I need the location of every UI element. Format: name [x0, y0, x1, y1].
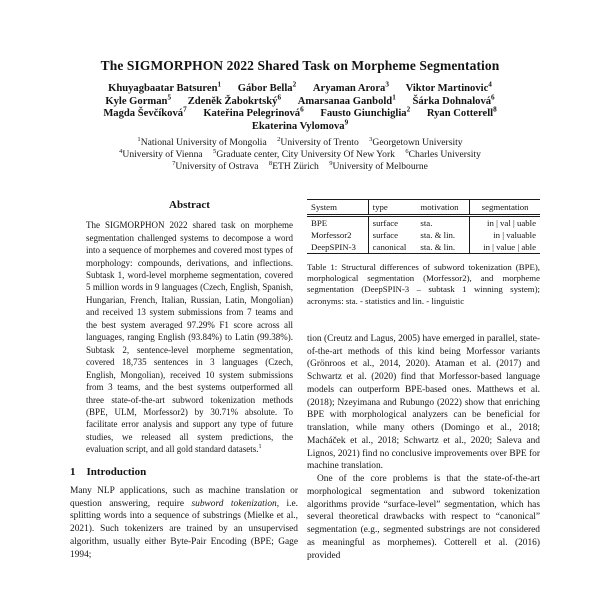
- affiliation-marker: 7: [172, 159, 176, 167]
- table-cell: in | value | able: [470, 241, 540, 254]
- author: Ryan Cotterell$^8$: [426, 105, 497, 120]
- section-title: Introduction: [86, 465, 147, 478]
- affiliation-marker: 6: [405, 147, 409, 155]
- author-affiliation-marker: 5: [167, 93, 172, 102]
- author-affiliation-marker: 6: [277, 93, 282, 102]
- author-affiliation-marker: 6: [300, 105, 304, 114]
- author-affiliation-marker: 1: [217, 80, 222, 89]
- intro-paragraph: Many NLP applications, such as machine translation or question answering, require subword tokenization, i.e. splitting words into a sequence of substrings (Mielke et al., 2021). Such tokenizers are trained by an unsupervised algorithm, usually either Byte-Pair Encoding (BPE; Gage 1994;: [70, 485, 298, 560]
- table-header-segmentation: segmentation: [470, 200, 540, 216]
- paper-title: The SIGMORPHON 2022 Shared Task on Morpheme Segmentation: [100, 58, 500, 73]
- affiliation: $^9$University of Melbourne: [329, 159, 428, 172]
- abstract-section: [70, 199, 298, 456]
- two-column-body: [0, 199, 600, 562]
- affiliation-line: [0, 149, 600, 161]
- affiliation-marker: 2: [277, 136, 281, 144]
- table-header-system: System: [307, 200, 368, 216]
- affiliation: $^5$Graduate center, City University Of New York: [213, 147, 395, 160]
- table-cell: canonical: [368, 241, 416, 254]
- table-cell: sta.: [420, 217, 433, 228]
- affiliation: $^3$Georgetown University: [369, 136, 463, 149]
- affiliation: $^8$ETH Zürich: [268, 159, 319, 172]
- author: Ekaterina Vylomova$^9$: [251, 118, 349, 132]
- table-cell: surface: [368, 229, 416, 241]
- table-header-row: [307, 200, 540, 216]
- table-1-caption: Table 1: Structural differences of subword tokenization (BPE), morphological segmentation (Morfessor2), and morpheme segmentation (DeepSPIN-3 – subtask 1 winning system); acronyms: sta. - statistics and lin. - linguistic: [307, 261, 541, 306]
- affiliation-marker: 5: [213, 147, 217, 155]
- affiliation-marker: 9: [329, 159, 333, 167]
- author-affiliation-marker: 8: [493, 105, 497, 114]
- author: Fausto Giunchiglia$^2$: [320, 105, 411, 120]
- table-cell: Morfessor2: [311, 229, 352, 240]
- table-header-type: type: [368, 200, 416, 216]
- table-cell: sta. & lin.: [420, 229, 456, 240]
- author-affiliation-marker: 2: [406, 105, 411, 114]
- affiliation: $^2$University of Trento: [277, 136, 359, 149]
- table-row: [307, 241, 540, 254]
- author: Kateřina Pelegrinová$^6$: [203, 105, 304, 120]
- affiliation: $^6$Charles University: [405, 147, 481, 160]
- author-affiliation-marker: 7: [183, 105, 187, 114]
- affiliation-block: [0, 137, 600, 172]
- author-affiliation-marker: 1: [392, 93, 396, 102]
- author-affiliation-marker: 4: [488, 80, 492, 89]
- author: Gábor Bella$^2$: [237, 80, 297, 94]
- author: Amarsanaa Ganbold$^1$: [297, 93, 396, 107]
- table-caption-label: Table 1:: [307, 261, 338, 272]
- author-line: [0, 105, 600, 121]
- table-1: [307, 199, 540, 254]
- author-block: [0, 80, 600, 133]
- body-paragraph: One of the core problems is that the state-of-the-art morphological segmentation and subword tokenization algorithms provide “surface-level” segmentation, which has several theoretical drawbacks with respect to “canonical” segmentation (e.g., segmented substrings are not considered as meaningful as morphemes). Cotterell et al. (2016) provided: [307, 474, 540, 561]
- emphasized-term: subword tokenization: [191, 498, 277, 509]
- author-affiliation-marker: 6: [491, 93, 495, 102]
- affiliation-marker: 4: [119, 147, 123, 155]
- author-affiliation-marker: 3: [385, 80, 389, 89]
- author: Viktor Martinovic$^4$: [405, 80, 492, 94]
- author: Šárka Dohnalová$^6$: [412, 93, 495, 107]
- table-row: [307, 229, 540, 241]
- affiliation: $^4$University of Vienna: [119, 147, 203, 160]
- author-affiliation-marker: 9: [344, 118, 349, 127]
- paper-header: [0, 0, 600, 172]
- footnote-marker: 1: [258, 444, 262, 451]
- affiliation-marker: 8: [268, 159, 273, 167]
- table-cell: surface: [368, 215, 416, 229]
- abstract-heading: Abstract: [169, 199, 210, 212]
- right-column-text: [307, 333, 540, 563]
- table-cell: in | val | uable: [470, 215, 540, 229]
- author-line: [0, 80, 600, 96]
- affiliation: $^7$University of Ostrava: [172, 159, 259, 172]
- table-cell: DeepSPIN-3: [311, 241, 356, 252]
- affiliation-marker: 1: [137, 136, 141, 144]
- affiliation-marker: 3: [369, 136, 373, 144]
- section-heading-introduction: [70, 466, 298, 478]
- table-cell: sta. & lin.: [420, 241, 456, 252]
- affiliation-line: [0, 161, 600, 173]
- author: Kyle Gorman$^5$: [105, 93, 172, 107]
- affiliation-line: [0, 137, 600, 149]
- author: Magda Ševčíková$^7$: [103, 105, 187, 120]
- abstract-text: The SIGMORPHON 2022 shared task on morpheme segmentation challenged systems to decompose a word into a sequence of morphemes and covered most types of morphology: compounds, derivations, and inflections. Subtask 1, word-level morpheme segmentation, covered 5 million words in 9 languages (Czech, English, Spanish, Hungarian, French, Italian, Russian, Latin, Mongolian) and received 13 system submissions from 7 teams and the best system averaged 97.29% F1 score across all languages, ranging English (93.84%) to Latin (99.38%). Subtask 2, sentence-level morpheme segmentation, covered 18,735 sentences in 3 languages (Czech, English, Mongolian), received 10 system submissions from 3 teams, and the best systems outperformed all three state-of-the-art subword tokenization methods (BPE, ULM, Morfessor2) by 30.71% absolute. To facilitate error analysis and support any type of future studies, we released all system predictions, the evaluation script, and all gold standard datasets.$^1$: [86, 220, 293, 455]
- author: Zdeněk Žabokrtský$^6$: [187, 93, 282, 107]
- affiliation: $^1$National University of Mongolia: [137, 136, 267, 149]
- author: Khuyagbaatar Batsuren$^1$: [108, 80, 222, 94]
- author-line: [0, 118, 600, 134]
- right-column: [307, 199, 540, 562]
- table-row: [307, 215, 540, 229]
- body-paragraph: tion (Creutz and Lagus, 2005) have emerged in parallel, state-of-the-art methods of this kind being Morfessor variants (Grönroos et al., 2014, 2020). Ataman et al. (2017) and Schwartz et al. (2020) find that Morfessor-based language models can outperform BPE-based ones. Matthews et al. (2018); Nzeyimana and Rubungo (2022) show that enriching BPE with morphological analyzers can be beneficial for translation, while many others (Domingo et al., 2018; Macháček et al., 2018; Schwartz et al., 2020; Saleva and Lignos, 2021) find no conclusive improvements over BPE for machine translation.: [307, 333, 540, 472]
- left-column: [70, 199, 298, 562]
- table-cell: in | valuable: [470, 229, 540, 241]
- section-number: 1: [70, 465, 76, 478]
- author: Aryaman Arora$^3$: [312, 80, 389, 94]
- table-cell: BPE: [311, 217, 328, 228]
- table-header-motivation: motivation: [416, 200, 469, 216]
- author-affiliation-marker: 2: [292, 80, 297, 89]
